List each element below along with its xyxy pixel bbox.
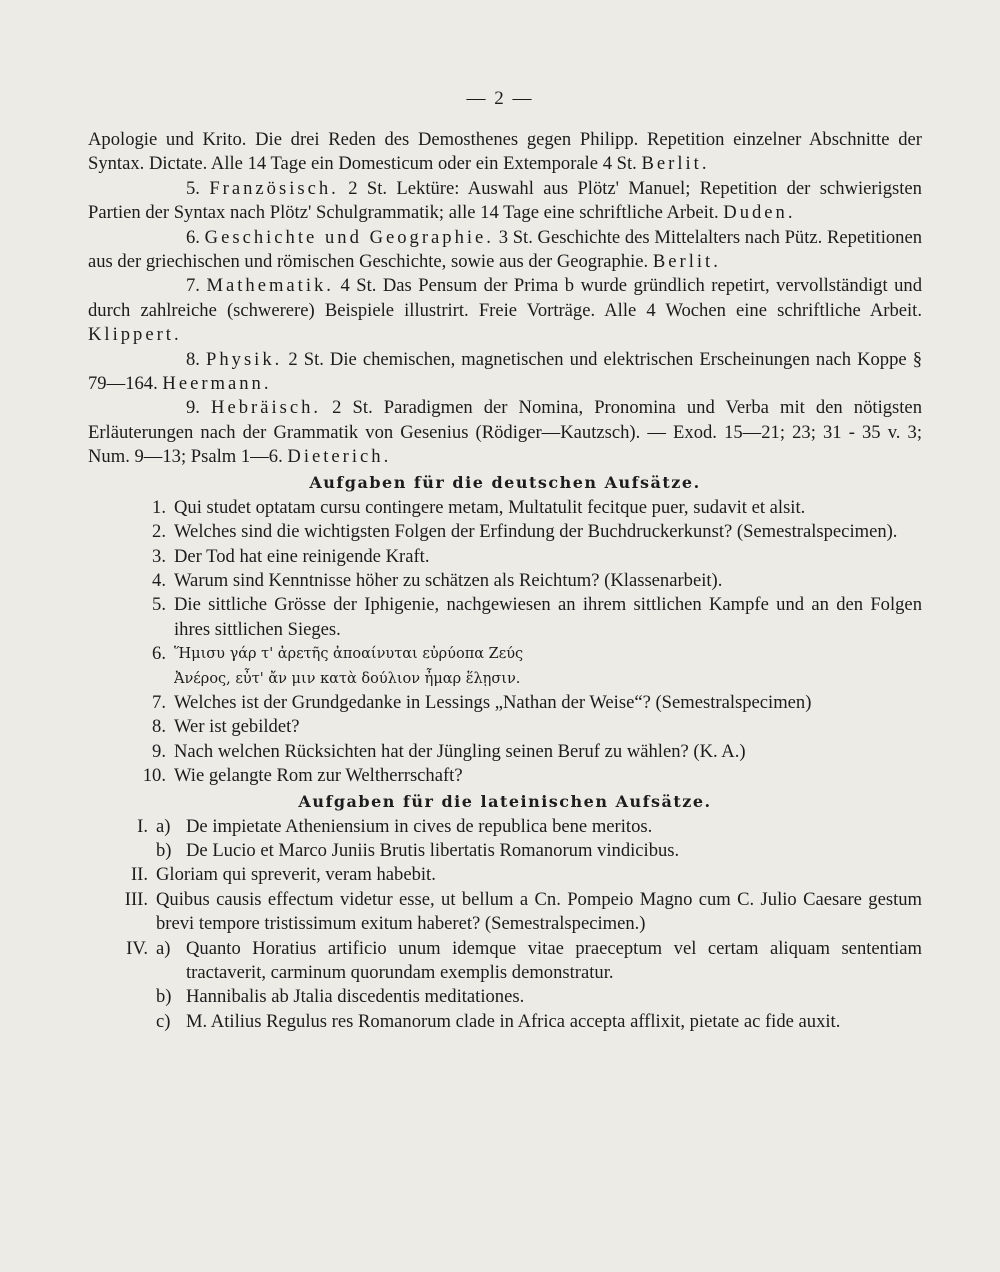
subject-name: Hebräisch. <box>211 397 322 419</box>
item-text: Wer ist gebildet? <box>174 716 300 738</box>
item-text: Der Tod hat eine reinigende Kraft. <box>174 545 430 567</box>
paragraph-greek-course <box>88 128 922 177</box>
subject-number: 5. <box>186 177 200 199</box>
item-text-greek-line-2: Ἀνέρος, εὖτ' ἄν μιν κατὰ δούλιον ἦμαρ ἕλῃσιν. <box>174 670 521 687</box>
item-text: Welches ist der Grundgedanke in Lessings „Nathan der Weise“? (Semestralspecimen) <box>174 691 812 713</box>
item-number: 4. <box>152 569 166 591</box>
list-item <box>88 740 922 764</box>
list-item <box>88 569 922 593</box>
subject-number: 7. <box>186 275 200 297</box>
item-text: De impietate Atheniensium in cives de republica bene meritos. <box>186 815 653 837</box>
paragraph-hebrew <box>88 396 922 469</box>
list-item <box>88 642 922 666</box>
list-item <box>88 815 922 839</box>
paragraph-text: 2 St. Paradigmen der Nomina, Pronomina und Verba mit den nötigsten Erläuterungen nach der Grammatik von Gesenius (Rödiger—Kautzsch). — Exod. 15—21; 23; 31 - 35 v. 3; Num. 9—13; Psalm 1—6. <box>88 397 922 468</box>
list-item <box>88 691 922 715</box>
item-number: 1. <box>152 496 166 518</box>
item-subletter: c) <box>156 1010 171 1032</box>
paragraph-french <box>88 177 922 226</box>
teacher-name: Berlit. <box>652 251 721 273</box>
item-number: 2. <box>152 521 166 543</box>
item-text: Warum sind Kenntnisse höher zu schätzen als Reichtum? (Klassenarbeit). <box>174 569 723 591</box>
list-item <box>88 888 922 937</box>
paragraph-text: 2 St. Lektüre: Auswahl aus Plötz' Manuel; Repetition der schwierigsten Partien der Syntax nach Plötz' Schulgrammatik; alle 14 Tage eine schriftliche Arbeit. <box>88 177 922 224</box>
item-number: I. <box>137 815 148 837</box>
german-topics-list <box>88 496 922 789</box>
subject-number: 8. <box>186 348 200 370</box>
item-number: 7. <box>152 691 166 713</box>
latin-topics-list <box>88 815 922 1035</box>
list-item <box>88 667 922 691</box>
item-subletter: b) <box>156 986 172 1008</box>
paragraph-text: Apologie und Krito. Die drei Reden des Demosthenes gegen Philipp. Repetition einzelner Abschnitte der Syntax. Dictate. Alle 14 Tage ein Domesticum oder ein Extemporale 4 St. <box>88 129 922 175</box>
item-number: 5. <box>152 594 166 616</box>
item-number <box>88 1010 156 1034</box>
subject-name: Mathematik. <box>206 275 334 297</box>
paragraph-text: 3 St. Geschichte des Mittelalters nach Pütz. Repetitionen aus der griechischen und römischen Geschichte, sowie aus der Geographie. <box>88 226 923 273</box>
list-item <box>88 715 922 739</box>
list-item <box>88 863 922 887</box>
item-number <box>88 839 156 863</box>
item-text: De Lucio et Marco Juniis Brutis libertatis Romanorum vindicibus. <box>186 839 680 861</box>
item-number <box>88 985 156 1009</box>
item-text: M. Atilius Regulus res Romanorum clade in Africa accepta afflixit, pietate ac fide auxit. <box>186 1010 841 1032</box>
paragraph-mathematics <box>88 274 922 347</box>
list-item <box>88 593 922 642</box>
item-number: 3. <box>152 545 166 567</box>
item-text: Gloriam qui spreverit, veram habebit. <box>156 864 436 886</box>
item-number: III. <box>124 888 148 910</box>
list-item <box>88 764 922 788</box>
item-number: 9. <box>152 740 166 762</box>
paragraph-text: 4 St. Das Pensum der Prima b wurde gründlich repetirt, vervollständigt und durch zahlreiche (schwerere) Beispiele illustrirt. Freie Vorträge. Alle 4 Wochen eine schriftliche Arbeit. <box>88 275 923 321</box>
body-text <box>88 128 922 1034</box>
item-text: Qui studet optatam cursu contingere metam, Multatulit fecitque puer, sudavit et alsit. <box>174 496 806 518</box>
teacher-name: Dieterich. <box>287 446 392 468</box>
item-number: 8. <box>152 716 166 738</box>
item-text-greek-line-1: Ἥμισυ γάρ τ' ἀρετῆς ἀποαίνυται εὐρύοπα Ζεύς <box>174 646 524 663</box>
latin-essays-heading: Aufgaben für die lateinischen Aufsätze. <box>298 791 712 811</box>
item-text: Quanto Horatius artificio unum idemque vitae praeceptum vel certam aliquam sententiam tractaverit, carminum quorundam exemplis demonstratur. <box>186 937 922 983</box>
list-item <box>88 545 922 569</box>
list-item <box>88 937 922 986</box>
paragraph-history <box>88 226 922 275</box>
item-text: Nach welchen Rücksichten hat der Jüngling seinen Beruf zu wählen? (K. A.) <box>174 740 746 762</box>
item-text: Hannibalis ab Jtalia discedentis meditationes. <box>186 986 525 1008</box>
page-number: — 2 — <box>466 88 534 109</box>
item-number: IV. <box>126 937 148 959</box>
paragraph-text: 2 St. Die chemischen, magnetischen und elektrischen Erscheinungen nach Koppe § 79—164. <box>88 348 923 395</box>
german-essays-heading: Aufgaben für die deutschen Aufsätze. <box>309 472 701 492</box>
list-item <box>88 1010 922 1034</box>
list-item <box>88 839 922 863</box>
teacher-name: Heermann. <box>162 373 272 395</box>
item-subletter: a) <box>156 815 171 837</box>
subject-number: 9. <box>186 397 200 419</box>
teacher-name: Berlit. <box>641 153 710 175</box>
item-text: Wie gelangte Rom zur Weltherrschaft? <box>174 765 463 787</box>
list-item <box>88 520 922 544</box>
subject-name: Französisch. <box>209 177 339 199</box>
subject-name: Physik. <box>206 348 283 370</box>
item-text: Die sittliche Grösse der Iphigenie, nachgewiesen an ihrem sittlichen Kampfe und an den Folgen ihres sittlichen Sieges. <box>174 594 922 640</box>
subject-name: Geschichte und Geographie. <box>204 226 494 248</box>
subject-number: 6. <box>186 226 200 248</box>
item-subletter: b) <box>156 839 172 861</box>
item-text: Welches sind die wichtigsten Folgen der Erfindung der Buchdruckerkunst? (Semestralspecimen). <box>174 521 898 543</box>
item-text: Quibus causis effectum videtur esse, ut bellum a Cn. Pompeio Magno cum C. Julio Caesare gestum brevi tempore tristissimum exitum haberet? (Semestralspecimen.) <box>156 888 922 935</box>
item-number: 10. <box>142 765 166 787</box>
list-item <box>88 496 922 520</box>
teacher-name: Duden. <box>723 202 796 224</box>
item-number: II. <box>130 864 148 886</box>
item-subletter: a) <box>156 937 171 959</box>
paragraph-physics <box>88 348 922 397</box>
teacher-name: Klippert. <box>88 324 182 346</box>
list-item <box>88 985 922 1009</box>
item-number: 6. <box>152 643 166 665</box>
